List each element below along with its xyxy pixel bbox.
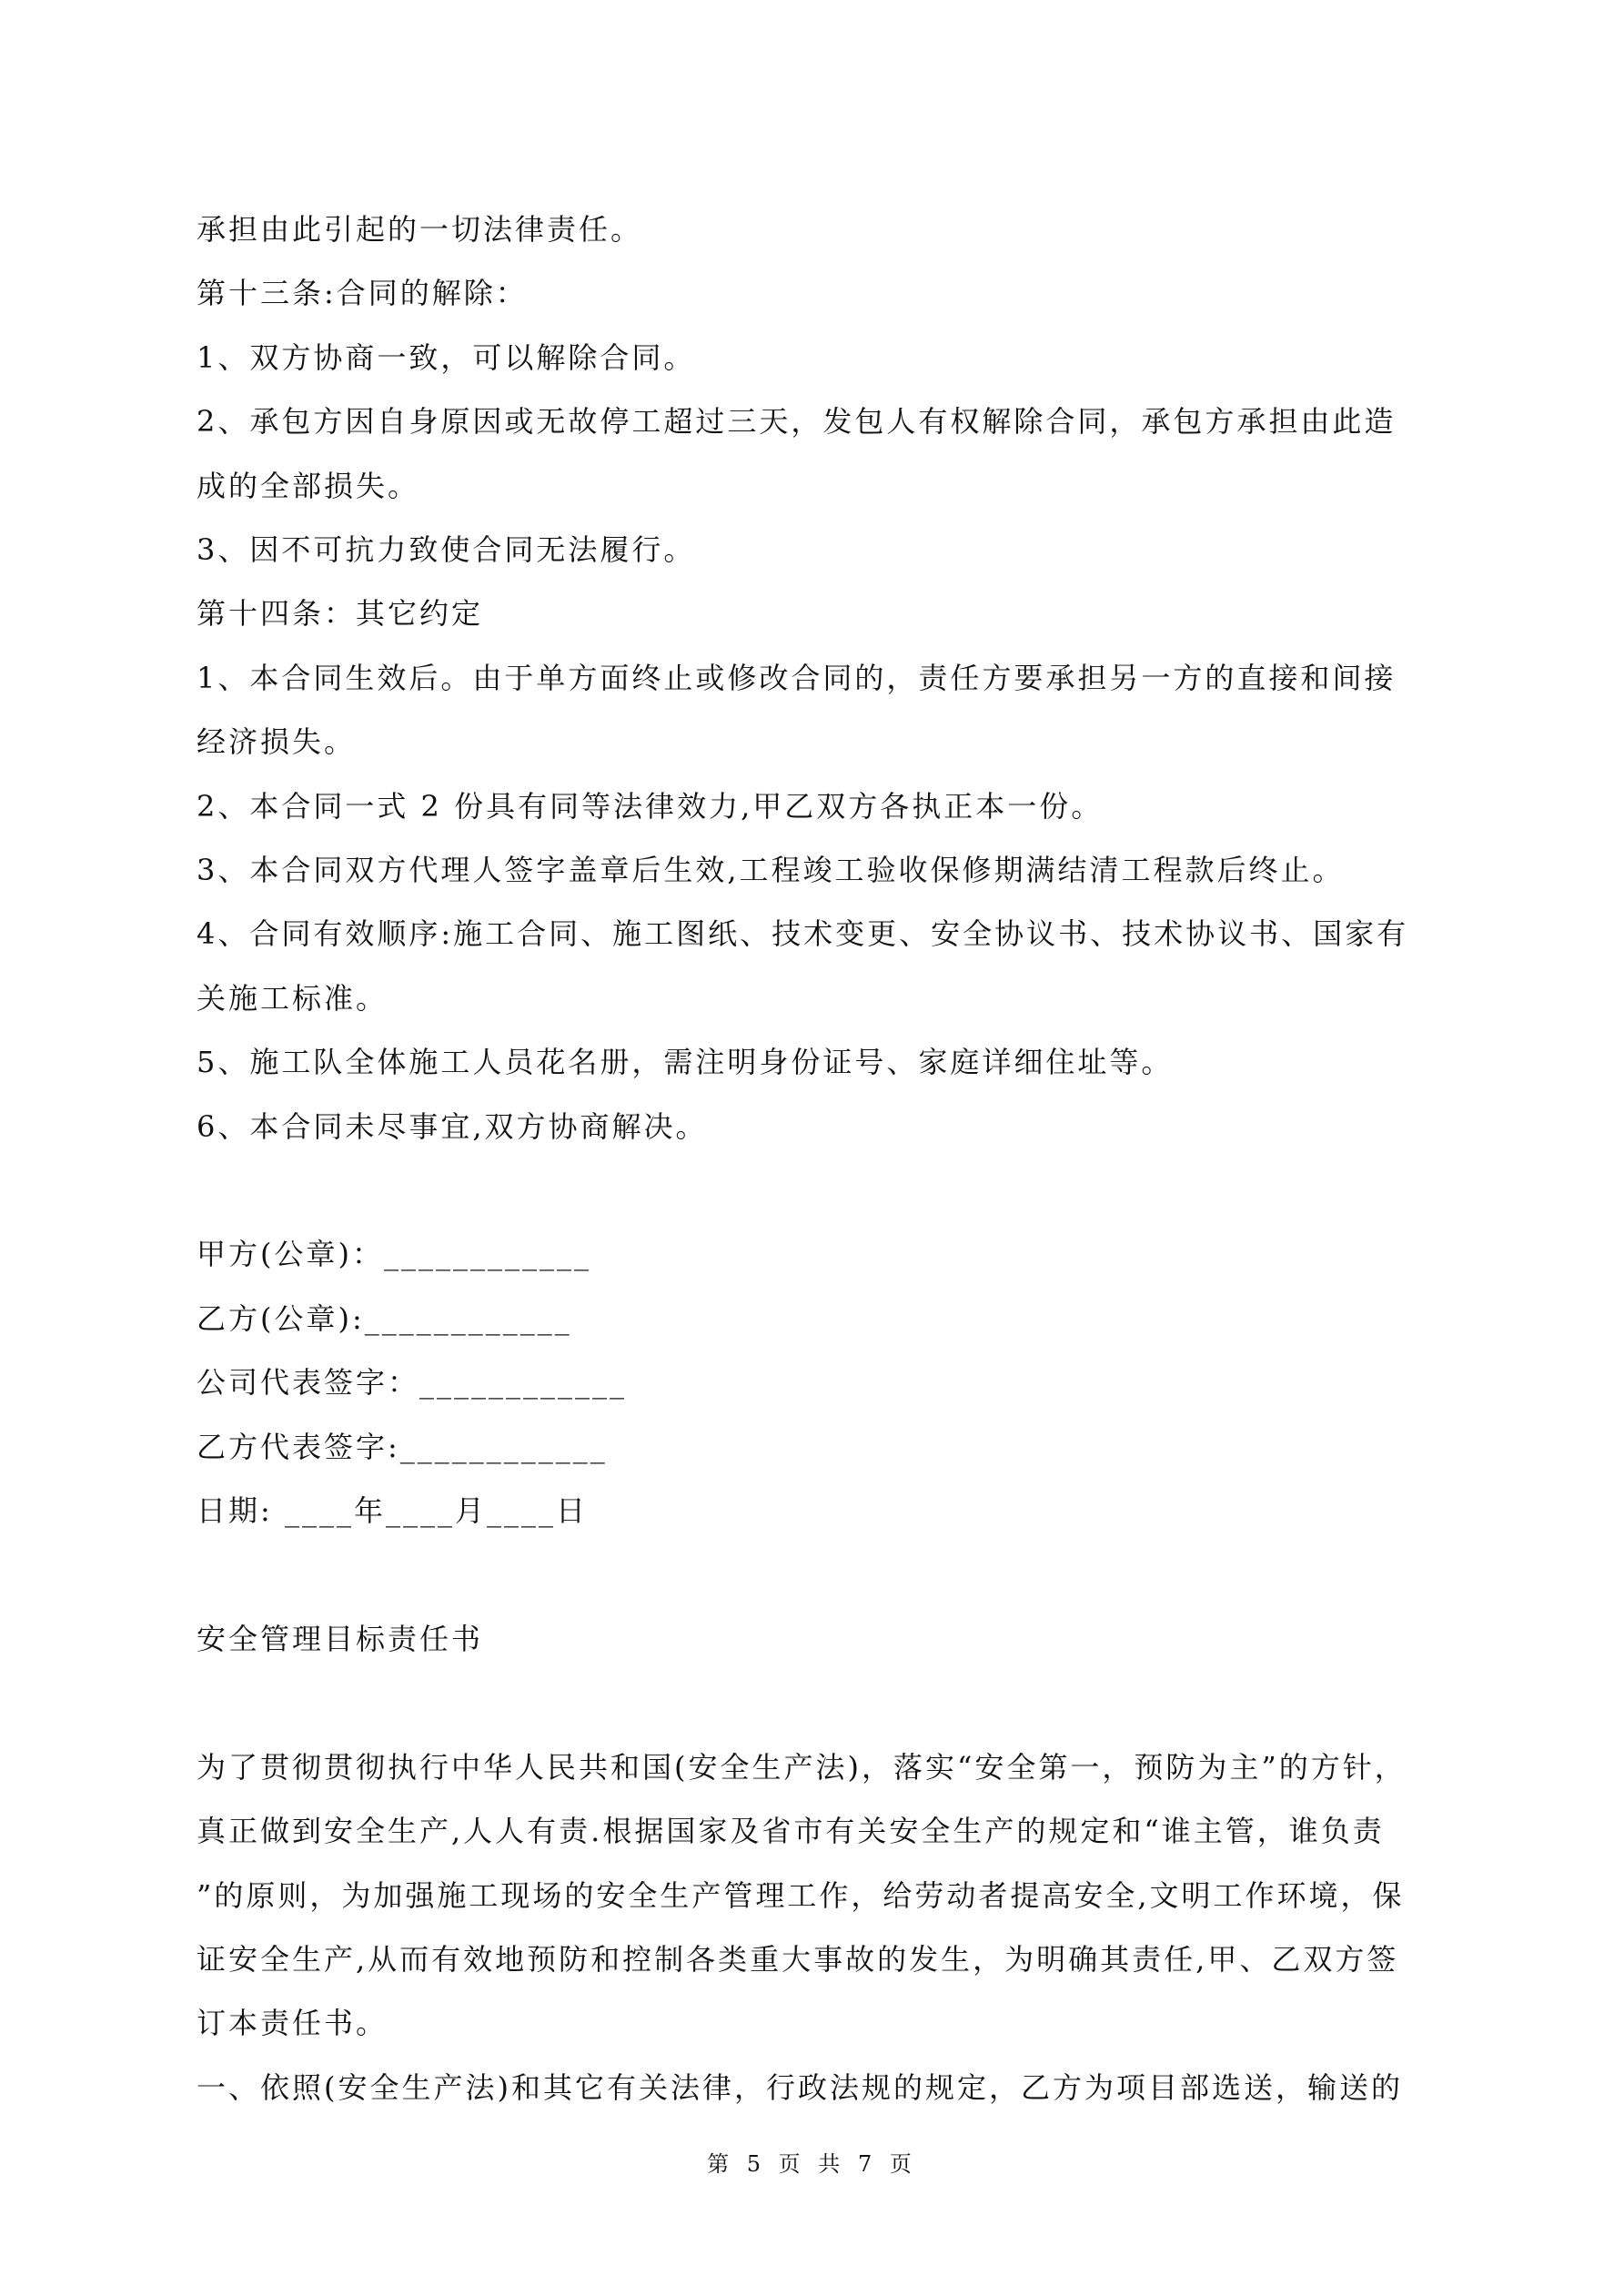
text-line: 2、承包方因自身原因或无故停工超过三天，发包人有权解除合同，承包方承担由此造	[197, 404, 1397, 440]
spacer	[197, 1158, 1452, 1222]
text-line: 1、本合同生效后。由于单方面终止或修改合同的，责任方要承担另一方的直接和间接	[197, 660, 1397, 695]
document-body	[197, 197, 1452, 2119]
party-b-seal-field: 乙方(公章):____________	[197, 1300, 572, 1336]
text-line: 真正做到安全生产,人人有责.根据国家及省市有关安全生产的规定和“谁主管，谁负责	[197, 1814, 1385, 1849]
text-line: 订本责任书。	[197, 2006, 388, 2041]
text-line: ”的原则，为加强施工现场的安全生产管理工作，给劳动者提高安全,文明工作环境，保	[197, 1877, 1405, 1913]
text-line: 成的全部损失。	[197, 468, 420, 503]
spacer	[197, 1671, 1452, 1735]
text-line: 3、因不可抗力致使合同无法履行。	[197, 532, 696, 568]
date-field: 日期: ____年____月____日	[197, 1493, 588, 1529]
text-line: 2、本合同一式 2 份具有同等法律效力,甲乙双方各执正本一份。	[197, 788, 1104, 824]
party-a-seal-field: 甲方(公章)：____________	[197, 1237, 591, 1272]
text-line: 6、本合同未尽事宜,双方协商解决。	[197, 1108, 708, 1144]
page-number-footer: 第 5 页 共 7 页	[707, 2151, 917, 2177]
spacer	[197, 1543, 1452, 1607]
text-line: 5、施工队全体施工人员花名册，需注明身份证号、家庭详细住址等。	[197, 1045, 1174, 1080]
text-line: 1、双方协商一致，可以解除合同。	[197, 339, 696, 375]
text-line: 为了贯彻贯彻执行中华人民共和国(安全生产法)，落实“安全第一，预防为主”的方针，	[197, 1749, 1407, 1785]
signature-block	[197, 1222, 1452, 1542]
text-line: 证安全生产,从而有效地预防和控制各类重大事故的发生，为明确其责任,甲、乙双方签	[197, 1941, 1399, 1977]
text-line: 3、本合同双方代理人签字盖章后生效,工程竣工验收保修期满结清工程款后终止。	[197, 853, 1345, 888]
contract-clauses	[197, 197, 1452, 1158]
text-line: 经济损失。	[197, 724, 357, 760]
responsibility-paragraph	[197, 1735, 1452, 2119]
text-line: 一、依照(安全生产法)和其它有关法律，行政法规的规定，乙方为项目部选送，输送的	[197, 2069, 1403, 2105]
text-line: 4、合同有效顺序:施工合同、施工图纸、技术变更、安全协议书、技术协议书、国家有	[197, 916, 1409, 952]
clause-14-heading: 第十四条：其它约定	[197, 596, 484, 632]
section-title: 安全管理目标责任书	[197, 1621, 484, 1656]
party-b-rep-signature-field: 乙方代表签字:____________	[197, 1429, 608, 1464]
text-line: 承担由此引起的一切法律责任。	[197, 212, 643, 247]
text-line: 关施工标准。	[197, 980, 388, 1016]
clause-13-heading: 第十三条:合同的解除：	[197, 276, 528, 311]
company-rep-signature-field: 公司代表签字：____________	[197, 1365, 628, 1401]
